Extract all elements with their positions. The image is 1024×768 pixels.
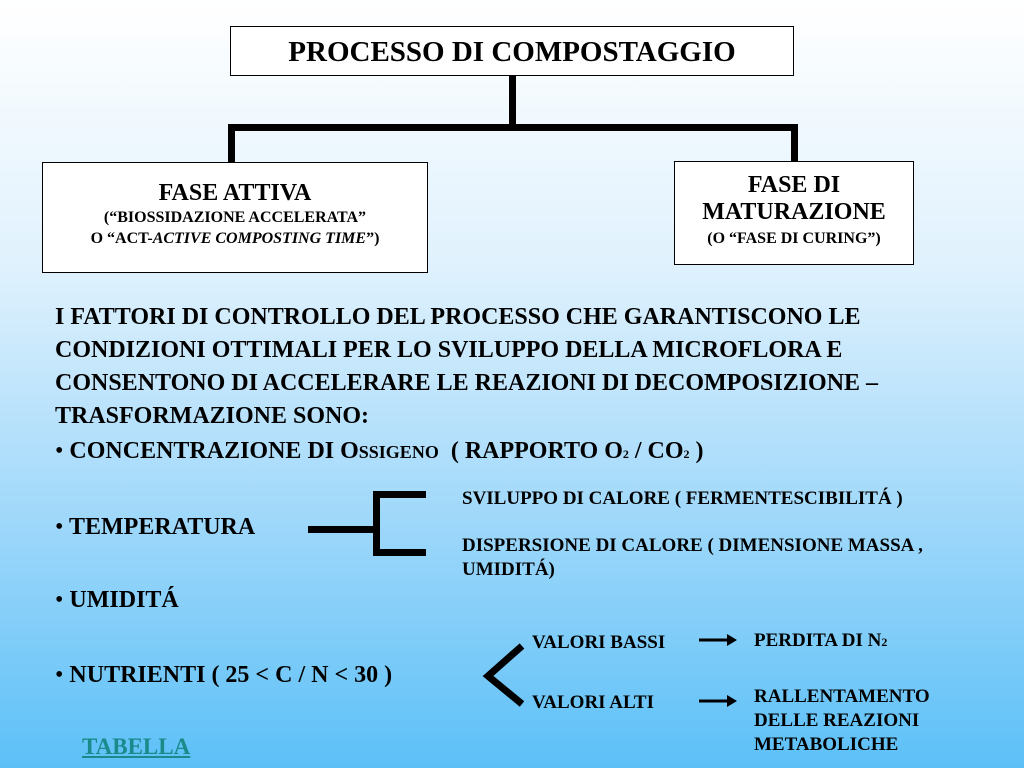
maturation-subtitle: (O “FASE DI CURING”) [707,230,881,247]
high-values-label: VALORI ALTI [532,692,654,713]
high-values-arrow-icon [699,693,739,709]
low-values-effect [754,629,887,654]
oxygen-ratio-prefix: ( RAPPORTO O [450,438,623,464]
active-phase-line2-prefix: O “ACT- [90,230,153,247]
bullet-marker: • [55,587,64,613]
oxygen-text-start: CONCENTRAZIONE DI O [69,438,359,464]
low-effect-text: PERDITA DI N [754,630,882,651]
bullet-humidity [55,587,179,614]
oxygen-ratio-mid: / CO [634,438,684,464]
temperature-bracket-bottom [373,549,426,556]
temperature-bracket-vertical [373,491,380,556]
active-phase-box [42,162,428,273]
temperature-connector [308,526,380,533]
bullet-marker: • [55,514,64,540]
tree-stem [509,76,516,128]
bullet-oxygen [55,438,704,465]
tree-crossbar [228,124,798,131]
low-effect-sub: 2 [881,635,888,649]
active-phase-line2-italic: ACTIVE COMPOSTING TIME [152,230,367,247]
active-phase-heading: FASE ATTIVA [158,180,312,206]
low-values-label: VALORI BASSI [532,632,666,653]
tree-left-leg [228,124,235,162]
oxygen-ratio-end: ) [695,438,704,464]
bullet-marker: • [55,662,64,688]
low-values-arrow-icon [699,632,739,648]
nutrients-label: NUTRIENTI ( 25 < C / N < 30 ) [69,662,393,688]
intro-paragraph: I FATTORI DI CONTROLLO DEL PROCESSO CHE GARANTISCONO LE CONDIZIONI OTTIMALI PER LO SVILUPPO DELLA MICROFLORA E CONSENTONO DI ACCELERARE LE REAZIONI DI DECOMPOSIZIONE – TRASFORMAZIONE SONO: [55,304,879,429]
oxygen-text-small: SSIGENO [358,442,439,462]
oxygen-sub-2b: 2 [683,447,690,461]
temperature-label: TEMPERATURA [68,514,256,540]
high-values-effect: RALLENTAMENTO DELLE REAZIONI METABOLICHE [754,686,930,755]
heat-dispersion-text: DISPERSIONE DI CALORE ( DIMENSIONE MASSA , UMIDITÁ) [462,535,923,580]
tree-right-leg [791,124,798,162]
maturation-heading-line2: MATURAZIONE [702,199,886,225]
heat-development-text: SVILUPPO DI CALORE ( FERMENTESCIBILITÁ ) [462,488,903,509]
bullet-nutrients [55,662,392,689]
active-phase-line2 [43,228,427,249]
active-phase-line1: (“BIOSSIDAZIONE ACCELERATA” [103,209,367,226]
maturation-phase-box [674,161,914,265]
nutrients-chevron [478,640,538,710]
maturation-heading-line1: FASE DI [747,172,841,198]
process-title: PROCESSO DI COMPOSTAGGIO [288,36,736,68]
bullet-temperature [55,514,255,541]
tabella-link[interactable]: TABELLA [82,734,191,759]
oxygen-sub-2a: 2 [622,447,629,461]
humidity-label: UMIDITÁ [69,587,179,613]
active-phase-line2-suffix: ”) [366,230,380,247]
bullet-marker: • [55,438,64,464]
temperature-bracket-top [373,491,426,498]
process-title-box [230,26,794,76]
